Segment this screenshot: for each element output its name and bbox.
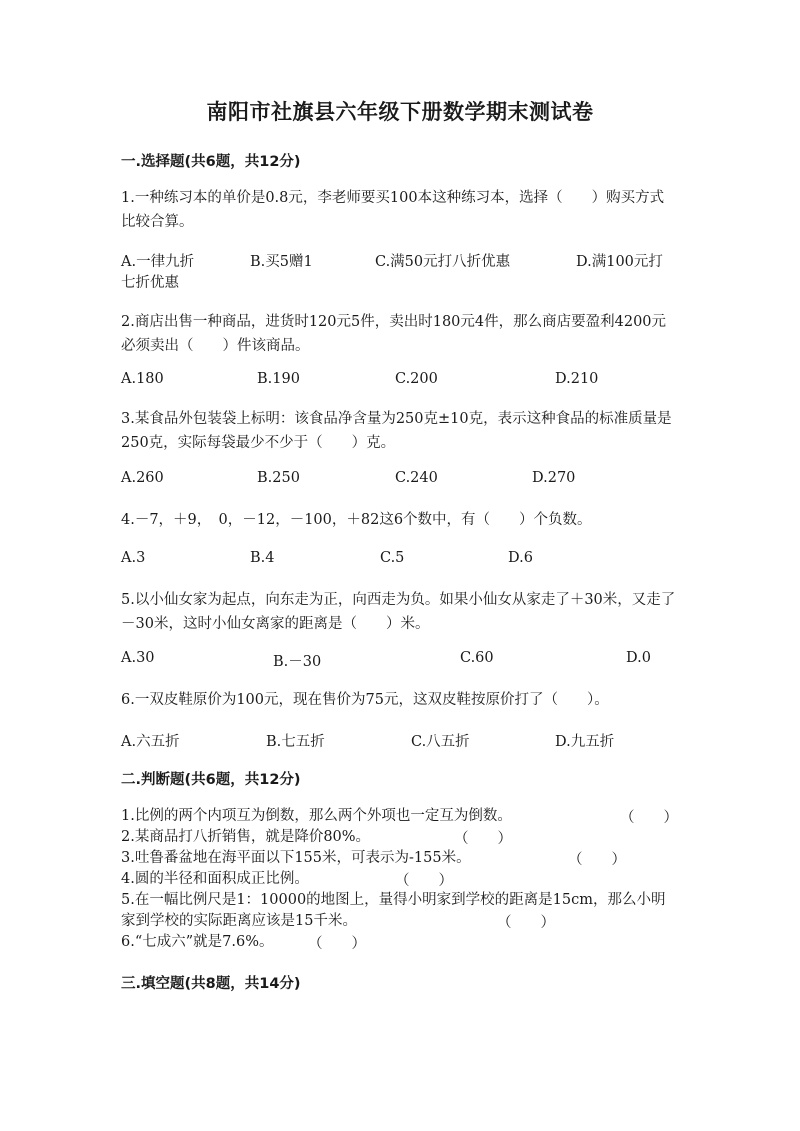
question-6: 6.一双皮鞋原价为100元，现在售价为75元，这双皮鞋按原价打了（ ）。 (121, 692, 609, 708)
option-a: A.六五折 (121, 734, 180, 750)
answer-paren: （ ） (308, 936, 366, 952)
option-b: B.七五折 (266, 734, 325, 750)
option-a: A.30 (121, 650, 155, 666)
option-c: C.满50元打八折优惠 (375, 254, 511, 270)
option-d-continued: 七折优惠 (121, 275, 179, 291)
option-b: B.190 (257, 371, 300, 387)
option-b: B.买5赠1 (250, 254, 313, 270)
judgment-item-5: 5.在一幅比例尺是1：10000的地图上，量得小明家到学校的距离是15cm，那么小明家到学校的实际距离应该是15千米。 (121, 892, 666, 929)
option-d: D.6 (508, 550, 533, 566)
answer-paren: （ ） (497, 915, 555, 931)
judgment-item-4: 4.圆的半径和面积成正比例。 (121, 871, 309, 887)
judgment-item-6: 6.“七成六”就是7.6%。 (121, 934, 274, 950)
answer-paren: （ ） (395, 873, 453, 889)
page-title: 南阳市社旗县六年级下册数学期末测试卷 (206, 99, 594, 124)
answer-paren: （ ） (454, 831, 512, 847)
section-heading-fill-in: 三.填空题(共8题，共14分) (121, 976, 301, 992)
question-3: 3.某食品外包装袋上标明：该食品净含量为250克±10克，表示这种食品的标准质量是250克，实际每袋最少不少于（ ）克。 (121, 411, 672, 451)
judgment-item-2: 2.某商品打八折销售，就是降价80%。 (121, 829, 371, 845)
answer-paren: （ ） (620, 810, 678, 826)
option-b: B.4 (250, 550, 275, 566)
option-a: A.260 (121, 470, 164, 486)
option-c: C.240 (395, 470, 438, 486)
option-a: A.180 (121, 371, 164, 387)
option-b: B.250 (257, 470, 300, 486)
option-d: D.满100元打 (576, 254, 663, 270)
question-5: 5.以小仙女家为起点，向东走为正，向西走为负。如果小仙女从家走了＋30米，又走了－30米，这时小仙女离家的距离是（ ）米。 (121, 592, 676, 632)
answer-paren: （ ） (568, 852, 626, 868)
option-d: D.0 (626, 650, 651, 666)
option-c: C.200 (395, 371, 438, 387)
option-d: D.270 (532, 470, 576, 486)
section-heading-judgment: 二.判断题(共6题，共12分) (121, 772, 301, 788)
option-c: C.5 (380, 550, 405, 566)
option-a: A.一律九折 (121, 254, 195, 270)
option-d: D.210 (555, 371, 599, 387)
option-c: C.八五折 (411, 734, 470, 750)
judgment-item-3: 3.吐鲁番盆地在海平面以下155米，可表示为-155米。 (121, 850, 471, 866)
section-heading-choice: 一.选择题(共6题，共12分) (121, 154, 301, 170)
question-4: 4.－7，＋9， 0，－12，－100，＋82这6个数中，有（ ）个负数。 (121, 512, 592, 528)
option-d: D.九五折 (555, 734, 615, 750)
judgment-item-1: 1.比例的两个内项互为倒数，那么两个外项也一定互为倒数。 (121, 808, 512, 824)
option-a: A.3 (121, 550, 146, 566)
option-b: B.－30 (273, 654, 322, 670)
question-2: 2.商店出售一种商品，进货时120元5件，卖出时180元4件，那么商店要盈利4200元必须卖出（ ）件该商品。 (121, 314, 667, 354)
question-1: 1.一种练习本的单价是0.8元，李老师要买100本这种练习本，选择（ ）购买方式比较合算。 (121, 190, 665, 230)
option-c: C.60 (460, 650, 494, 666)
